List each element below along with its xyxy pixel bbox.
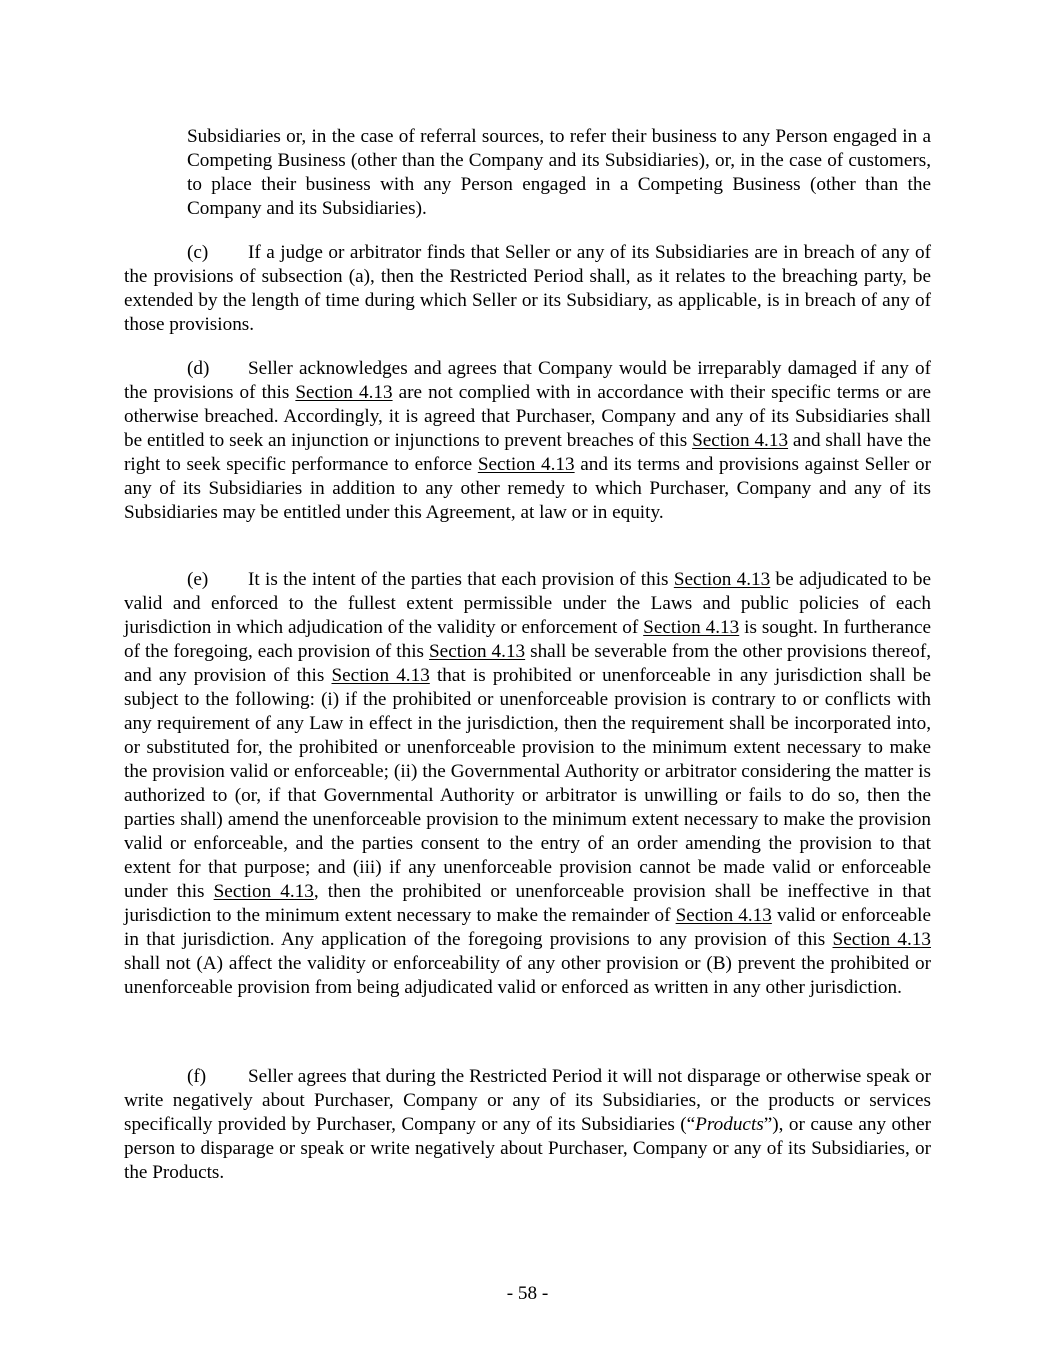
paragraph-text: are not complied with in accordance with their specific terms or are otherwise breached. Accordingly, it is agreed that Purchaser, Company and any of its Subsidiaries shall be entitled to seek an injunction or injunctions to prevent breaches of this bbox=[124, 382, 931, 451]
paragraph-label: (d) bbox=[187, 358, 210, 379]
paragraph-text: be adjudicated to be valid and enforced to the fullest extent permissible under the Laws and public policies of each jurisdiction in which adjudication of the validity or enforcement of bbox=[124, 569, 931, 638]
section-reference: Section 4.13 bbox=[213, 881, 314, 902]
paragraph-text: ”), or cause any other person to disparage or speak or write negatively about Purchaser, Company or any of its Subsidiaries, or the Products. bbox=[124, 1114, 931, 1183]
section-reference: Section 4.13 bbox=[331, 665, 430, 686]
paragraph-text: Seller agrees that during the Restricted Period it will not disparage or otherwise speak or write negatively about Purchaser, Company or any of its Subsidiaries, or the products or services specifically provided by Purchaser, Company or any of its Subsidiaries (“ bbox=[124, 1066, 931, 1135]
paragraph-label: (e) bbox=[187, 569, 209, 590]
paragraph-text: , then the prohibited or unenforceable provision shall be ineffective in that jurisdiction to the minimum extent necessary to make the remainder of bbox=[124, 881, 931, 926]
paragraph-text: Seller acknowledges and agrees that Company would be irreparably damaged if any of the provisions of this bbox=[124, 358, 931, 403]
paragraph-text: shall be severable from the other provisions thereof, and any provision of this bbox=[124, 641, 932, 686]
paragraph-label: (f) bbox=[187, 1066, 207, 1087]
paragraph-text: If a judge or arbitrator finds that Seller or any of its Subsidiaries are in breach of any of the provisions of subsection (a), then the Restricted Period shall, as it relates to the breaching party, be extended by the length of time during which Seller or its Subsidiary, as applicable, is in breach of any of those provisions. bbox=[124, 242, 931, 335]
section-reference: Section 4.13 bbox=[643, 617, 740, 638]
paragraph-text: valid or enforceable in that jurisdiction. Any application of the foregoing provisions to any provision of this bbox=[124, 905, 931, 950]
section-reference: Section 4.13 bbox=[675, 905, 772, 926]
paragraph-text: and its terms and provisions against Seller or any of its Subsidiaries in addition to any other remedy to which Purchaser, Company and any of its Subsidiaries may be entitled under this Agreement, at law or in equity. bbox=[124, 454, 931, 523]
paragraph-c bbox=[124, 241, 931, 337]
paragraph-text: that is prohibited or unenforceable in any jurisdiction shall be subject to the following: (i) if the prohibited or unenforceable provision is contrary to or conflicts with any requirement of any Law in effect in the jurisdiction, then the requirement shall be incorporated into, or substituted for, the prohibited or unenforceable provision to the minimum extent necessary to make the provision valid or enforceable; (ii) the Governmental Authority or arbitrator considering the matter is authorized to (or, if that Governmental Authority or arbitrator is unwilling or fails to do so, then the parties shall) amend the unenforceable provision to the minimum extent necessary to make the provision valid or enforceable, and the parties consent to the entry of an order amending the provision to that extent for that purpose; and (iii) if any unenforceable provision cannot be made valid or enforceable under this bbox=[124, 665, 931, 902]
paragraph-text: is sought. In furtherance of the foregoing, each provision of this bbox=[124, 617, 931, 662]
paragraph-f bbox=[124, 1065, 931, 1185]
paragraph-label: (c) bbox=[187, 242, 209, 263]
section-reference: Section 4.13 bbox=[429, 641, 526, 662]
paragraph-text: shall not (A) affect the validity or enforceability of any other provision or (B) prevent the prohibited or unenforceable provision from being adjudicated valid or enforced as written in any other jurisdiction. bbox=[124, 953, 931, 998]
section-reference: Section 4.13 bbox=[477, 454, 575, 475]
page-number: - 58 - bbox=[506, 1283, 549, 1304]
paragraph-text: and shall have the right to seek specific performance to enforce bbox=[124, 430, 932, 475]
paragraph-text: It is the intent of the parties that each provision of this bbox=[248, 569, 674, 590]
section-reference: Section 4.13 bbox=[692, 430, 789, 451]
paragraph-e bbox=[124, 568, 931, 1000]
paragraph-d bbox=[124, 357, 931, 525]
paragraph-text: Subsidiaries or, in the case of referral sources, to refer their business to any Person engaged in a Competing Business (other than the Company and its Subsidiaries), or, in the case of customers, to place their business with any Person engaged in a Competing Business (other than the Company and its Subsidiaries). bbox=[187, 126, 931, 219]
defined-term: Products bbox=[695, 1114, 764, 1135]
paragraph-continued bbox=[187, 125, 931, 221]
section-reference: Section 4.13 bbox=[673, 569, 771, 590]
section-reference: Section 4.13 bbox=[832, 929, 931, 950]
section-reference: Section 4.13 bbox=[295, 382, 393, 403]
